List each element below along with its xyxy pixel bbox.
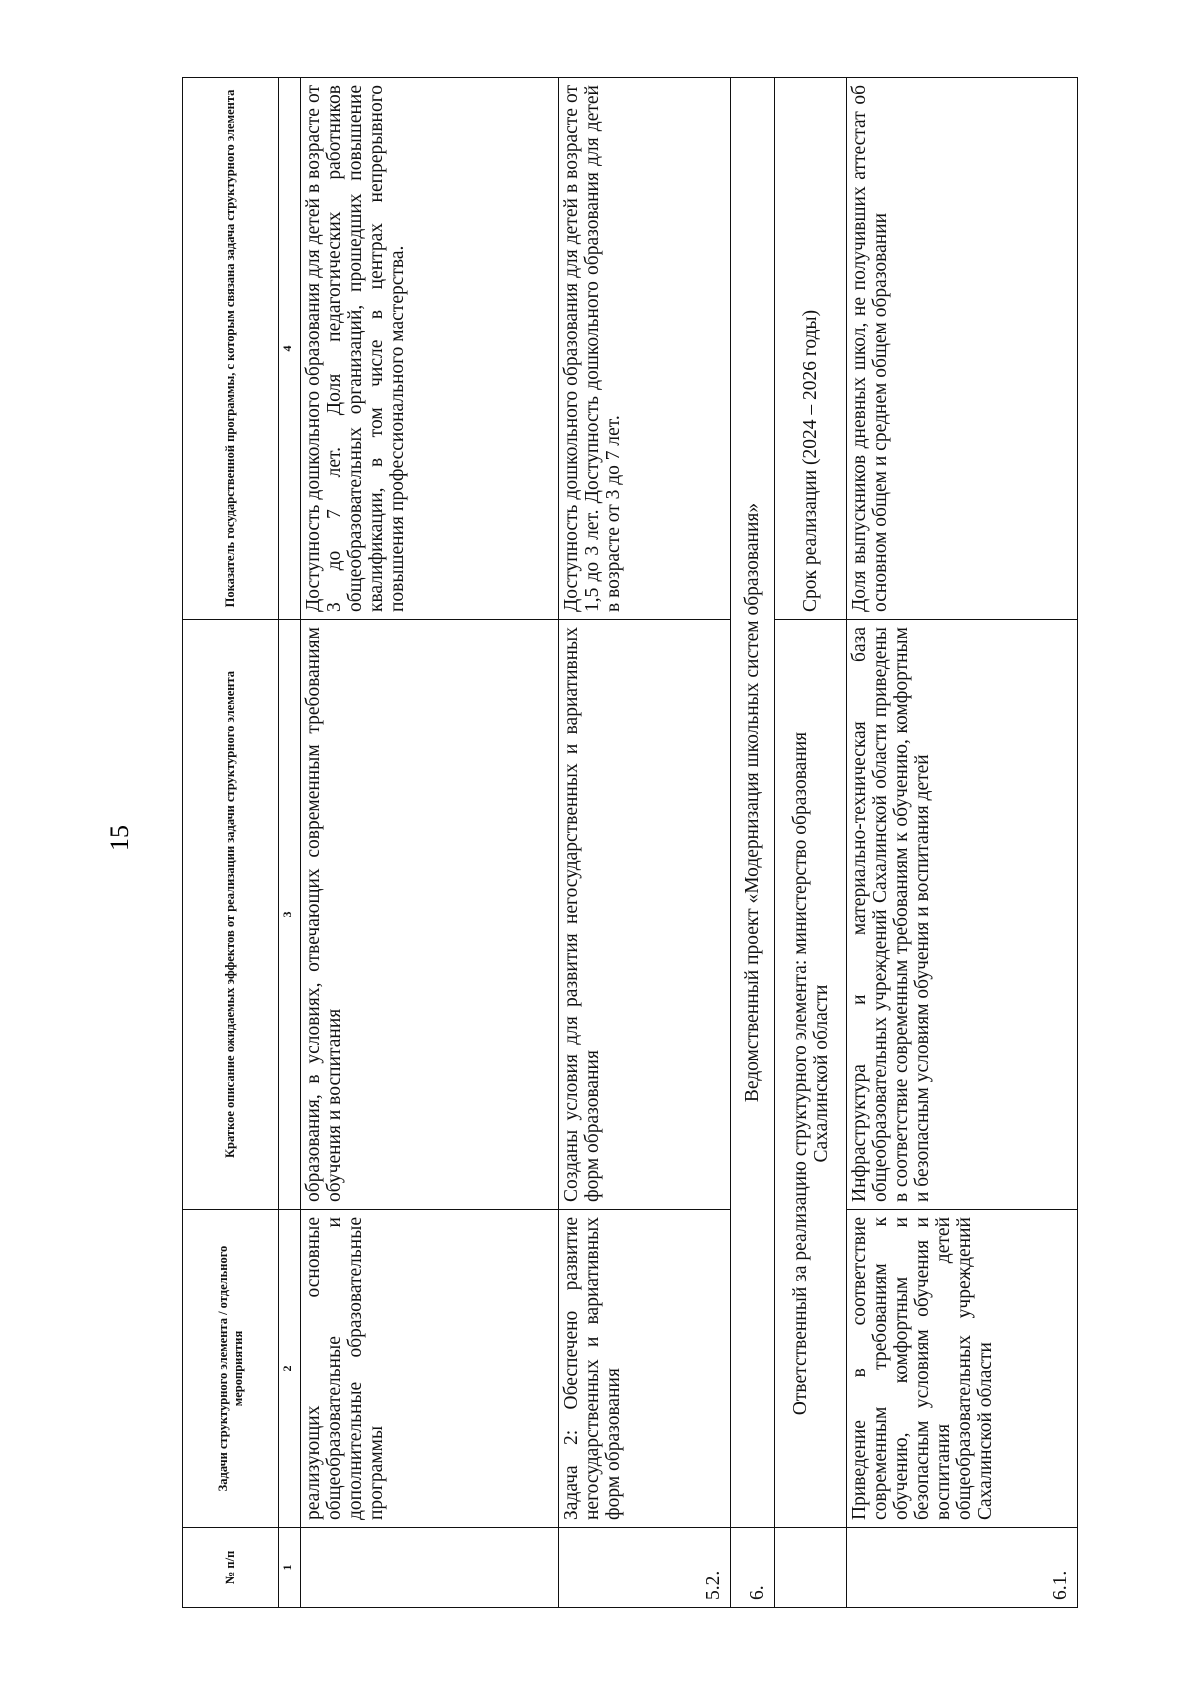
column-number-row xyxy=(279,78,301,1608)
header-task: Задачи структурного элемента / отдельного мероприятия xyxy=(183,1210,279,1528)
table-row xyxy=(847,78,1078,1608)
section-title: Ведомственный проект «Модернизация школьных систем образования» xyxy=(731,78,775,1528)
rotated-table-container xyxy=(182,78,1077,1608)
header-effect: Краткое описание ожидаемых эффектов от реализации задачи структурного элемента xyxy=(183,620,279,1210)
row-num xyxy=(301,1528,559,1608)
responsible-row xyxy=(775,78,847,1608)
table-row xyxy=(559,78,731,1608)
row-num: 6.1. xyxy=(847,1528,1078,1608)
section-row xyxy=(731,78,775,1608)
row-task: Приведение в соответствие современным требованиям к обучению, комфортным и безопасным условиям обучения и воспитания детей общеобразовательных учреждений Сахалинской области xyxy=(847,1210,1078,1528)
row-effect: образования, в условиях, отвечающих современным требованиям обучения и воспитания xyxy=(301,620,559,1210)
row-effect: Инфраструктура и материально-техническая база общеобразовательных учреждений Сахалинской области приведены в соответствие современным требованиям к обучению, комфортным и безопасным условиям обучения и воспитания детей xyxy=(847,620,1078,1210)
row-num: 5.2. xyxy=(559,1528,731,1608)
row-indicator: Доступность дошкольного образования для детей в возрасте от 3 до 7 лет. Доля педагогических работников общеобразовательных организаций, прошедших повышение квалификации, в том числе в центрах непрерывного повышения профессионального мастерства. xyxy=(301,78,559,620)
column-number-3: 3 xyxy=(279,620,301,1210)
row-task: Задача 2: Обеспечено развитие негосударственных и вариативных форм образования xyxy=(559,1210,731,1528)
responsible-text: Ответственный за реализацию структурного элемента: министерство образования Сахалинской области xyxy=(775,620,847,1528)
header-indicator: Показатель государственной программы, с которым связана задача структурного элемента xyxy=(183,78,279,620)
table-row xyxy=(301,78,559,1608)
period-text: Срок реализации (2024 – 2026 годы) xyxy=(775,78,847,620)
column-number-1: 1 xyxy=(279,1528,301,1608)
row-task: реализующих основные общеобразовательные и дополнительные образовательные программы xyxy=(301,1210,559,1528)
column-number-4: 4 xyxy=(279,78,301,620)
header-num: № п/п xyxy=(183,1528,279,1608)
header-row xyxy=(183,78,279,1608)
row-num: 6. xyxy=(731,1528,775,1608)
row-indicator: Доля выпускников дневных школ, не получивших аттестат об основном общем и среднем общем образовании xyxy=(847,78,1078,620)
program-table xyxy=(182,77,1078,1608)
row-effect: Созданы условия для развития негосударственных и вариативных форм образования xyxy=(559,620,731,1210)
column-number-2: 2 xyxy=(279,1210,301,1528)
page-number: 15 xyxy=(105,825,134,851)
empty-cell xyxy=(775,1528,847,1608)
row-indicator: Доступность дошкольного образования для детей в возрасте от 1,5 до 3 лет. Доступность дошкольного образования для детей в возрасте от 3 до 7 лет. xyxy=(559,78,731,620)
